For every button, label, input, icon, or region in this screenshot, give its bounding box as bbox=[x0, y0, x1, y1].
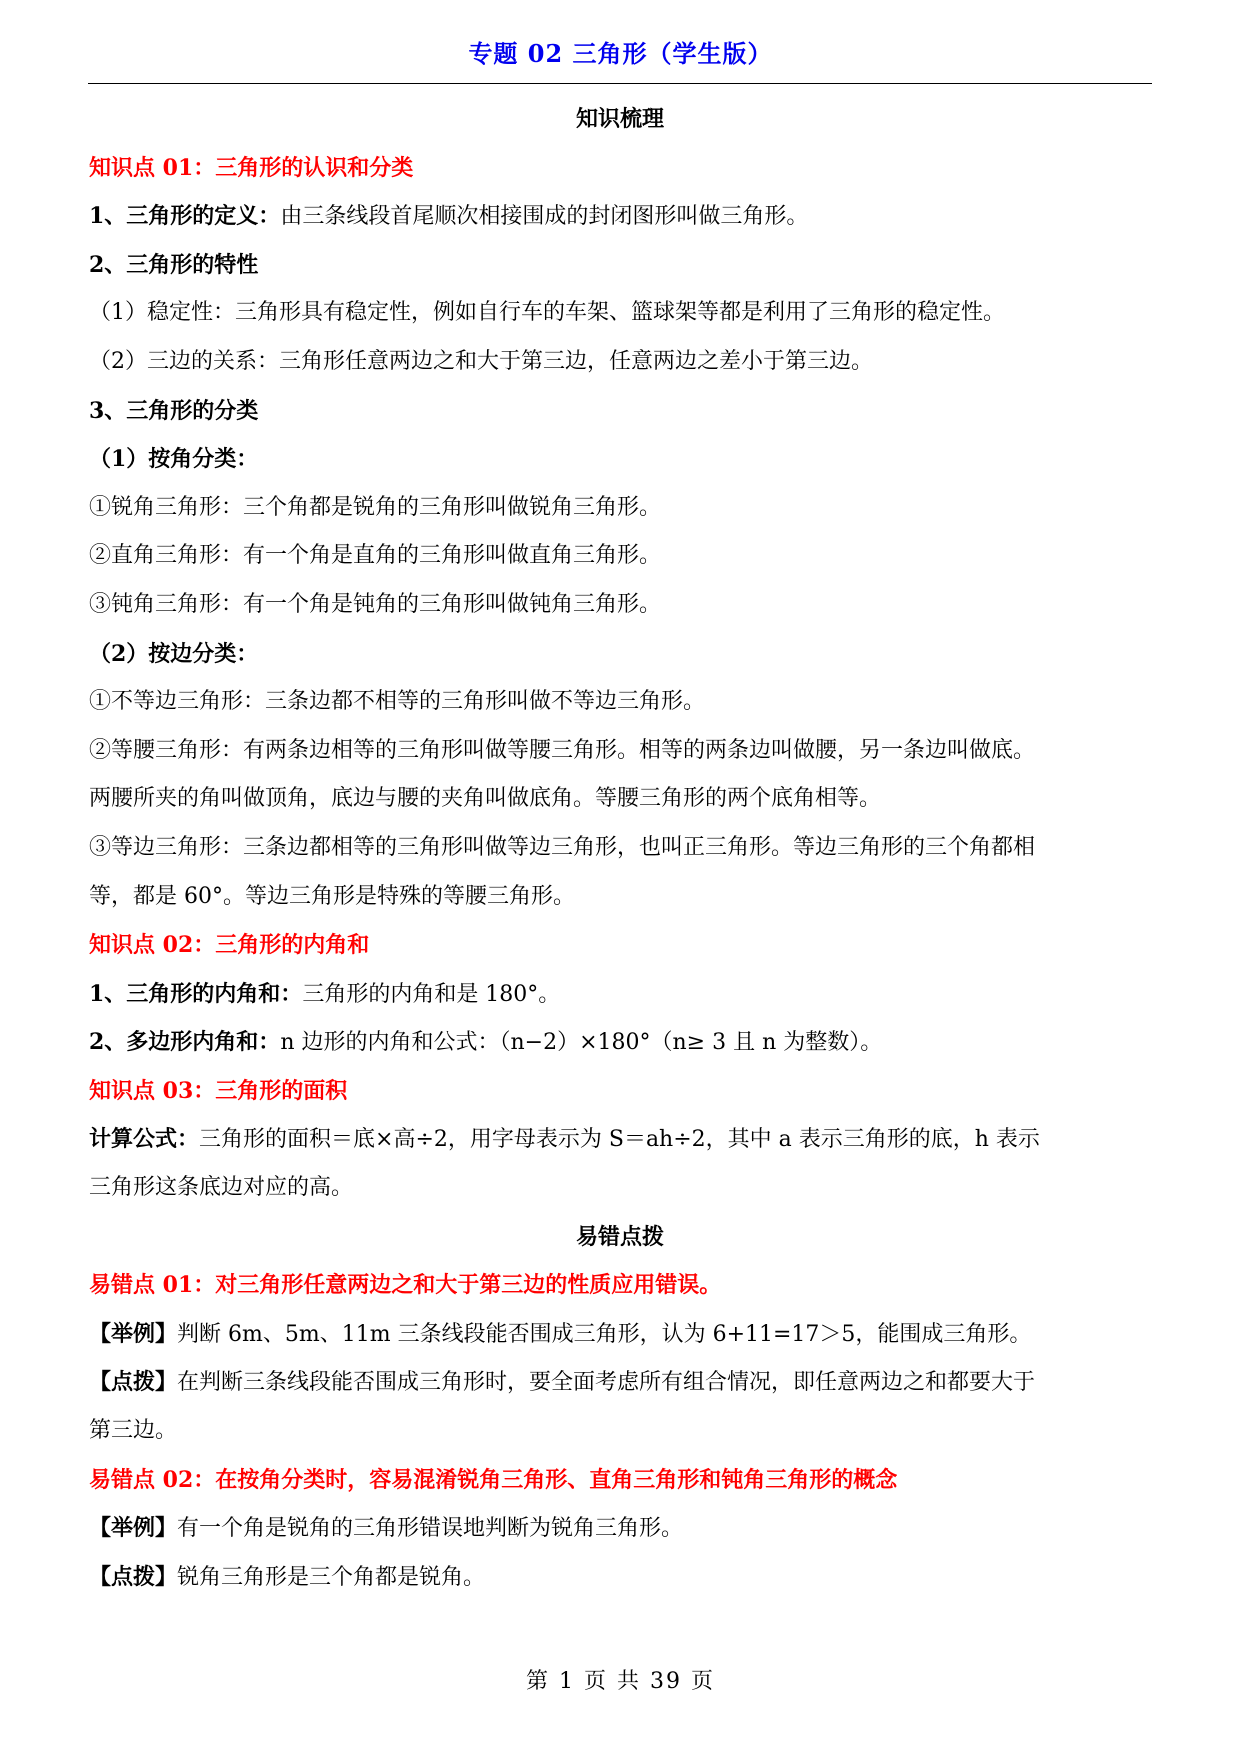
header-divider bbox=[88, 83, 1152, 84]
knowledge-point-1-title: 知识点 01：三角形的认识和分类 bbox=[89, 154, 414, 181]
kp3-formula-text1: 三角形的面积＝底×高÷2，用字母表示为 S＝ah÷2，其中 a 表示三角形的底，h 表示 bbox=[199, 1127, 1040, 1153]
err1-tip-text1: 在判断三条线段能否围成三角形时，要全面考虑所有组合情况，即任意两边之和都要大于 bbox=[177, 1370, 1036, 1396]
err2-tip-text: 锐角三角形是三个角都是锐角。 bbox=[177, 1564, 486, 1590]
error-point-1-title: 易错点 01：对三角形任意两边之和大于第三边的性质应用错误。 bbox=[89, 1272, 722, 1299]
kp1-isosceles-triangle-line2: 两腰所夹的角叫做顶角，底边与腰的夹角叫做底角。等腰三角形的两个底角相等。 bbox=[89, 786, 882, 812]
kp2-interior-angle-text: 三角形的内角和是 180°。 bbox=[302, 981, 561, 1007]
err2-tip bbox=[89, 1553, 1151, 1602]
error-point-2-title: 易错点 02：在按角分类时，容易混淆锐角三角形、直角三角形和钝角三角形的概念 bbox=[89, 1466, 898, 1493]
err2-tip-label: 【点拨】 bbox=[89, 1563, 178, 1590]
document-title: 专题 02 三角形（学生版） bbox=[468, 39, 773, 68]
kp1-isosceles-triangle-line1: ②等腰三角形：有两条边相等的三角形叫做等腰三角形。相等的两条边叫做腰，另一条边叫做底。 bbox=[89, 737, 1036, 763]
section-heading-knowledge: 知识梳理 bbox=[575, 106, 664, 132]
kp1-acute-triangle: ①锐角三角形：三个角都是锐角的三角形叫做锐角三角形。 bbox=[89, 494, 662, 520]
kp1-classification-label: 3、三角形的分类 bbox=[89, 397, 259, 424]
kp1-definition bbox=[89, 192, 1151, 241]
page-number: 第 1 页 共 39 页 bbox=[526, 1669, 715, 1694]
kp1-by-angle-label: （1）按角分类： bbox=[89, 446, 259, 473]
kp3-formula-label: 计算公式： bbox=[89, 1126, 200, 1153]
kp2-polygon-text: n 边形的内角和公式：（n−2）×180°（n≥ 3 且 n 为整数）。 bbox=[280, 1030, 883, 1056]
kp1-equilateral-triangle-line1: ③等边三角形：三条边都相等的三角形叫做等边三角形，也叫正三角形。等边三角形的三个角都相 bbox=[89, 834, 1036, 860]
kp1-properties-label: 2、三角形的特性 bbox=[89, 251, 259, 278]
knowledge-point-3-title: 知识点 03：三角形的面积 bbox=[89, 1077, 348, 1104]
kp1-obtuse-triangle: ③钝角三角形：有一个角是钝角的三角形叫做钝角三角形。 bbox=[89, 591, 662, 617]
err1-tip-label: 【点拨】 bbox=[89, 1369, 178, 1396]
err1-example-text: 判断 6m、5m、11m 三条线段能否围成三角形，认为 6+11=17＞5，能围成三角形。 bbox=[177, 1321, 1032, 1347]
err2-example bbox=[89, 1504, 1151, 1553]
kp1-right-triangle: ②直角三角形：有一个角是直角的三角形叫做直角三角形。 bbox=[89, 543, 662, 569]
kp3-formula-line2: 三角形这条底边对应的高。 bbox=[89, 1175, 354, 1201]
document-body bbox=[89, 95, 1151, 1601]
err1-example-label: 【举例】 bbox=[89, 1320, 178, 1347]
kp2-interior-angle-label: 1、三角形的内角和： bbox=[89, 980, 303, 1007]
err1-tip-line2: 第三边。 bbox=[89, 1418, 178, 1444]
kp1-definition-text: 由三条线段首尾顺次相接围成的封闭图形叫做三角形。 bbox=[280, 204, 809, 230]
kp1-equilateral-triangle-line2: 等，都是 60°。等边三角形是特殊的等腰三角形。 bbox=[89, 883, 575, 909]
kp2-polygon-label: 2、多边形内角和： bbox=[89, 1029, 281, 1056]
kp2-polygon-angle-sum bbox=[89, 1018, 1151, 1067]
kp1-by-side-label: （2）按边分类： bbox=[89, 640, 259, 667]
err1-tip-line1 bbox=[89, 1358, 1151, 1407]
kp1-definition-label: 1、三角形的定义： bbox=[89, 203, 281, 230]
err2-example-label: 【举例】 bbox=[89, 1515, 178, 1542]
kp1-property-sides: （2）三边的关系：三角形任意两边之和大于第三边，任意两边之差小于第三边。 bbox=[89, 348, 873, 374]
kp2-interior-angle-sum bbox=[89, 970, 1151, 1019]
section-heading-common-errors: 易错点拨 bbox=[575, 1223, 664, 1250]
kp3-formula-line1 bbox=[89, 1115, 1151, 1164]
err2-example-text: 有一个角是锐角的三角形错误地判断为锐角三角形。 bbox=[177, 1516, 684, 1542]
knowledge-point-2-title: 知识点 02：三角形的内角和 bbox=[89, 932, 370, 959]
kp1-scalene-triangle: ①不等边三角形：三条边都不相等的三角形叫做不等边三角形。 bbox=[89, 689, 706, 715]
kp1-property-stability: （1）稳定性：三角形具有稳定性，例如自行车的车架、篮球架等都是利用了三角形的稳定性。 bbox=[89, 300, 1006, 326]
err1-example bbox=[89, 1310, 1151, 1359]
